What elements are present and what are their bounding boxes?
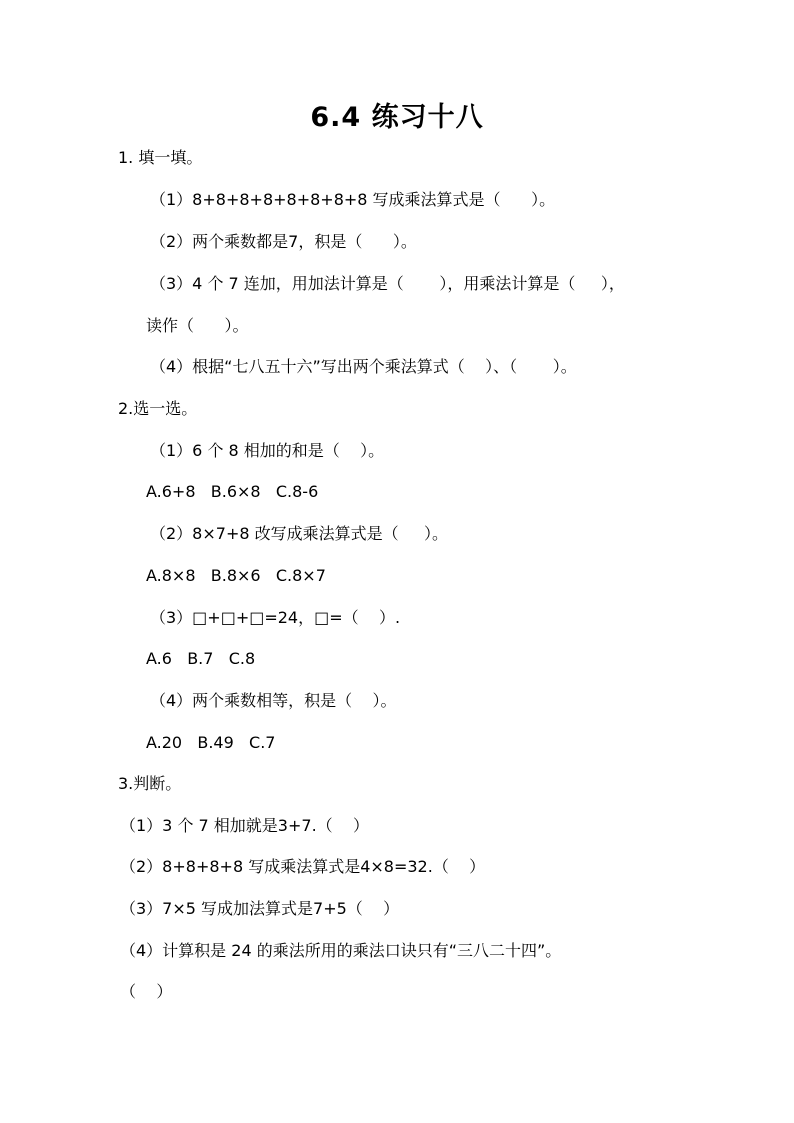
section2-question-2-options: A.8×8 B.8×6 C.8×7 — [146, 566, 326, 585]
section2-question-4-options: A.20 B.49 C.7 — [146, 733, 276, 752]
section3-heading: 3.判断。 — [118, 774, 182, 793]
section3-question-4-line1: （4）计算积是 24 的乘法所用的乘法口诀只有“三八二十四”。 — [120, 941, 562, 960]
section2-question-3-options: A.6 B.7 C.8 — [146, 649, 256, 668]
section1-question-1: （1）8+8+8+8+8+8+8+8 写成乘法算式是（ ）。 — [150, 190, 556, 209]
section2-question-2: （2）8×7+8 改写成乘法算式是（ ）。 — [150, 524, 449, 543]
section2-question-1-options: A.6+8 B.6×8 C.8-6 — [146, 482, 319, 501]
section2-question-1: （1）6 个 8 相加的和是（ ）。 — [150, 441, 385, 460]
section3-question-1: （1）3 个 7 相加就是3+7.（ ） — [120, 816, 369, 835]
section3-question-3: （3）7×5 写成加法算式是7+5（ ） — [120, 899, 400, 918]
section3-question-2: （2）8+8+8+8 写成乘法算式是4×8=32.（ ） — [120, 857, 486, 876]
section1-question-2: （2）两个乘数都是7，积是（ ）。 — [150, 232, 417, 251]
section1-question-4: （4）根据“七八五十六”写出两个乘法算式（ ）、（ ）。 — [150, 357, 577, 376]
page-title: 6.4 练习十八 — [310, 102, 484, 133]
section2-question-3: （3）□+□+□=24，□=（ ）. — [150, 608, 401, 627]
section1-heading: 1. 填一填。 — [118, 148, 203, 167]
section1-question-3-line2: 读作（ ）。 — [146, 316, 249, 335]
section2-question-4: （4）两个乘数相等，积是（ ）。 — [150, 691, 397, 710]
section3-question-4-line2: （ ） — [120, 982, 173, 1001]
section2-heading: 2.选一选。 — [118, 399, 198, 418]
section1-question-3-line1: （3）4 个 7 连加，用加法计算是（ ），用乘法计算是（ ）， — [150, 274, 625, 293]
